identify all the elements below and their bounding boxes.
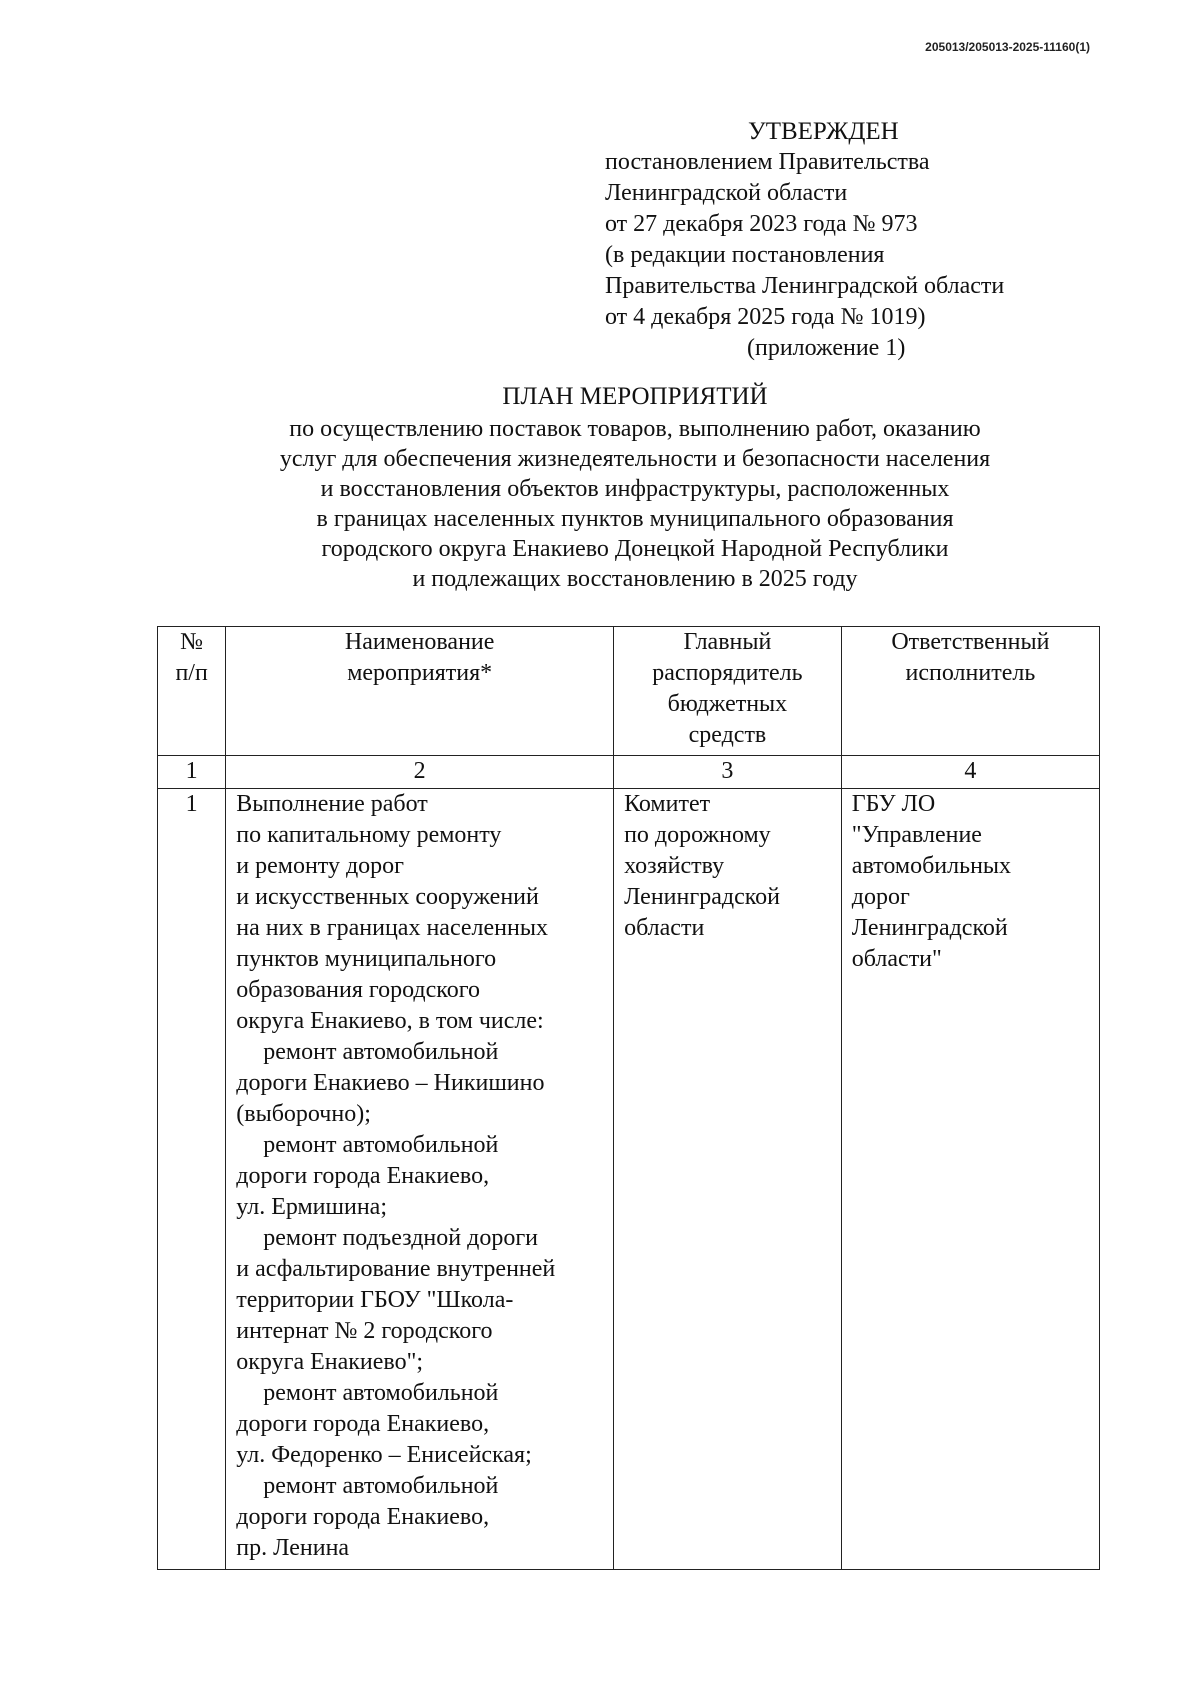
column-index: 4 [841,756,1099,789]
cell-text-line: (выборочно); [236,1101,371,1127]
budget-manager-cell [614,789,842,1570]
cell-text-line: ГБУ ЛО [851,791,936,817]
approval-line: (в редакции постановления [605,242,885,268]
row-number: 1 [158,789,226,1570]
header-text: Ответственный [891,629,1050,655]
cell-text-line: хозяйству [624,853,725,879]
document-title: ПЛАН МЕРОПРИЯТИЙ [502,383,768,410]
title-line: городского округа Енакиево Донецкой Народной Республики [321,536,949,562]
cell-text-line: дороги города Енакиево, [236,1411,490,1437]
cell-text-line: ремонт автомобильной [263,1473,499,1499]
header-text: средств [688,722,767,748]
table-header-row [158,627,1100,756]
cell-text-line: на них в границах населенных [236,915,548,941]
approval-line: постановлением Правительства [605,149,930,175]
title-line: по осуществлению поставок товаров, выполнению работ, оказанию [289,416,981,442]
cell-text-line: территории ГБОУ "Школа- [236,1287,514,1313]
header-text: мероприятия* [347,660,493,686]
cell-text-line: образования городского [236,977,480,1003]
approval-line: Правительства Ленинградской области [605,273,1005,299]
cell-text-line: дорог [851,884,910,910]
approval-heading: УТВЕРЖДЕН [748,118,899,145]
cell-text-line: пунктов муниципального [236,946,497,972]
cell-text-line: округа Енакиево"; [236,1349,424,1375]
header-text: Наименование [344,629,495,655]
cell-text-line: дороги Енакиево – Никишино [236,1070,545,1096]
header-text: п/п [175,660,208,686]
cell-text-line: интернат № 2 городского [236,1318,493,1344]
cell-text-line: области" [851,946,942,972]
header-text: исполнитель [905,660,1036,686]
executor-cell [841,789,1099,1570]
header-text: распорядитель [652,660,803,686]
header-number [158,627,226,756]
cell-text-line: ул. Ермишина; [236,1194,388,1220]
column-index: 3 [614,756,842,789]
title-line: в границах населенных пунктов муниципального образования [316,506,954,532]
plan-table [157,626,1100,1570]
header-executor [841,627,1099,756]
appendix-label: (приложение 1) [747,335,906,361]
cell-text-line: ремонт подъездной дороги [263,1225,538,1251]
cell-text-line: Ленинградской [624,884,781,910]
cell-text-line: ремонт автомобильной [263,1380,499,1406]
cell-text-line: и ремонту дорог [236,853,405,879]
header-text: № [180,629,204,655]
cell-text-line: автомобильных [851,853,1012,879]
cell-text-line: ремонт автомобильной [263,1132,499,1158]
document-id: 205013/205013-2025-11160(1) [925,40,1090,54]
cell-text-line: "Управление [851,822,982,848]
title-line: и подлежащих восстановлению в 2025 году [412,566,858,592]
header-event-name [226,627,614,756]
document-title-block [100,382,1170,594]
cell-text-line: по дорожному [624,822,771,848]
cell-text-line: по капитальному ремонту [236,822,502,848]
cell-text-line: дороги города Енакиево, [236,1163,490,1189]
cell-text-line: Выполнение работ [236,791,428,817]
header-budget-manager [614,627,842,756]
header-text: Главный [683,629,772,655]
header-text: бюджетных [667,691,788,717]
cell-text-line: и искусственных сооружений [236,884,539,910]
cell-text-line: Комитет [624,791,711,817]
approval-line: Ленинградской области [605,180,848,206]
column-index: 2 [226,756,614,789]
title-line: услуг для обеспечения жизнедеятельности и безопасности населения [279,446,991,472]
cell-text-line: Ленинградской [851,915,1008,941]
approval-line: от 4 декабря 2025 года № 1019) [605,304,926,330]
column-index: 1 [158,756,226,789]
cell-text-line: ремонт автомобильной [263,1039,499,1065]
column-index-row [158,756,1100,789]
event-name-cell [226,789,614,1570]
approval-stamp-block [605,116,1004,364]
cell-text-line: и асфальтирование внутренней [236,1256,556,1282]
table-row [158,789,1100,1570]
cell-text-line: области [624,915,705,941]
approval-line: от 27 декабря 2023 года № 973 [605,211,918,237]
cell-text-line: пр. Ленина [236,1535,350,1561]
title-line: и восстановления объектов инфраструктуры, расположенных [320,476,950,502]
cell-text-line: ул. Федоренко – Енисейская; [236,1442,532,1468]
cell-text-line: дороги города Енакиево, [236,1504,490,1530]
cell-text-line: округа Енакиево, в том числе: [236,1008,544,1034]
